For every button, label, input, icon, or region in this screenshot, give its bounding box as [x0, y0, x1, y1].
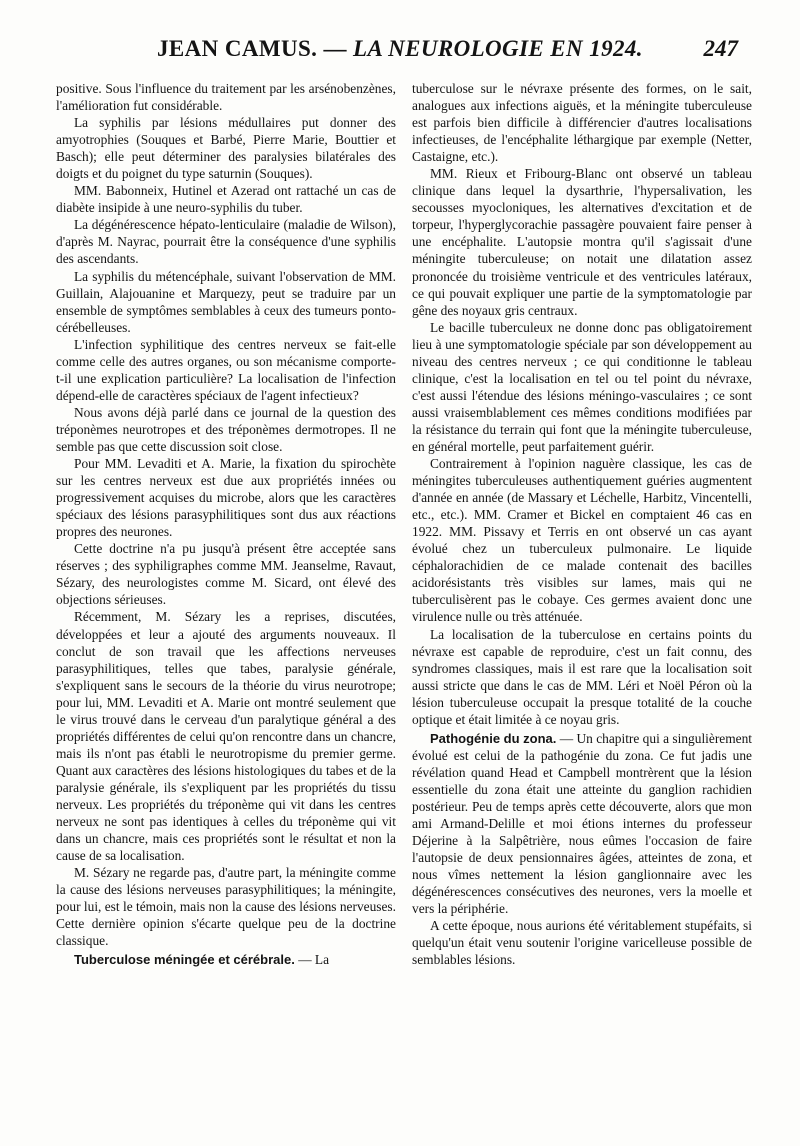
right-column [412, 80, 752, 968]
left-column-paragraph [56, 336, 396, 404]
right-column-paragraph [412, 165, 752, 318]
paragraph-text: Cette doctrine n'a pu jusqu'à présent être acceptée sans réserves ; des syphiligraphes comme MM. Jeanselme, Ravaut, Sézary, des neurologistes comme M. Sicard, ont élevé des objections sérieuses. [56, 541, 396, 608]
left-column-paragraph [56, 455, 396, 540]
paragraph-text: La syphilis par lésions médullaires put donner des amyotrophies (Souques et Barbé, Pierre Marie, Bouttier et Basch); elle peut déterminer des paralysies bilatérales des doigts et du poignet du type saturnin (Souques). [56, 115, 396, 182]
left-column-paragraph [56, 404, 396, 455]
section-heading: Pathogénie du zona. [430, 730, 557, 746]
paragraph-text: positive. Sous l'influence du traitement par les arsénobenzènes, l'amélioration fut considérable. [56, 81, 396, 114]
right-column-paragraph [412, 917, 752, 968]
paragraph-text: Le bacille tuberculeux ne donne donc pas obligatoirement lieu à une symptomatologie spéciale par son développement au niveau des centres nerveux ; ce qui conditionne le tableau clinique, c'est la localisation en tel ou tel point du névraxe, c'est aussi l'étendue des lésions méningo-vasculaires ; ce sont aussi vraisemblablement ces mêmes conditions modifiées par la résistance du terrain qui font que la méningite tuberculeuse, en général mortelle, peut parfaitement guérir. [412, 319, 752, 454]
paragraph-text: — Un chapitre qui a singulièrement évolué est celui de la pathogénie du zona. Ce fut jadis une révélation quand Head et Campbell montrèrent que la lésion essentielle du zona était une atteinte du ganglion rachidien postérieur. Peu de temps après cette découverte, alors que mon ami Armand-Delille et moi étions internes du professeur Déjerine à la Salpêtrière, nous eûmes l'occasion de faire l'autopsie de deux pensionnaires âgées, atteintes de zona, et nous vîmes nettement la lésion ganglionnaire avec les dégénérescences consécutives des neurones, vers la moelle et vers la périphérie. [412, 730, 753, 917]
left-column-paragraph [56, 114, 396, 182]
right-column-paragraph [412, 455, 752, 625]
left-column [56, 80, 396, 968]
running-header [0, 30, 800, 70]
paragraph-text: L'infection syphilitique des centres nerveux se fait-elle comme celle des autres organes, ou son mécanisme comporte-t-il une explication particulière? La localisation de l'infection dépend-elle de caractères spéciaux de l'agent infectieux? [56, 336, 396, 403]
page-number: 247 [703, 36, 738, 61]
paragraph-text: A cette époque, nous aurions été véritablement stupéfaits, si quelqu'un était venu soutenir l'origine varicelleuse possible de semblables lésions. [412, 918, 752, 968]
paragraph-text: M. Sézary ne regarde pas, d'autre part, la méningite comme la cause des lésions nerveuses parasyphilitiques; la méningite, pour lui, est le témoin, mais non la cause des lésions nerveuses. Cette dernière opinion s'écarte quelque peu de la doctrine classique. [56, 865, 396, 949]
left-column-paragraph [56, 182, 396, 216]
paragraph-text: La dégénérescence hépato-lenticulaire (maladie de Wilson), d'après M. Nayrac, pourrait être la conséquence d'une syphilis des ascendants. [56, 217, 396, 267]
paragraph-text: MM. Rieux et Fribourg-Blanc ont observé un tableau clinique dans lequel la dysarthrie, l'hypersalivation, les secousses myocloniques, les alternatives d'excitation et de torpeur, l'hyperglycorachie passagère pouvaient faire penser à une encéphalite. L'autopsie montra qu'il s'agissait d'une méningite tuberculeuse; on notait une dilatation assez prononcée du troisième ventricule et des ventricules latéraux, ce qui pouvait expliquer une partie de la symptomatologie par gêne des noyaux gris centraux. [412, 166, 752, 318]
section-heading: Tuberculose méningée et cérébrale. [74, 952, 295, 968]
right-column-paragraph [412, 730, 752, 918]
paragraph-text: Contrairement à l'opinion naguère classique, les cas de méningites tuberculeuses authentiquement guéries augmentent d'année en année (de Massary et Léchelle, Harbitz, Vincentelli, etc., etc.). MM. Cramer et Bickel en comptaient 46 cas en 1922. MM. Pissavy et Terris en ont observé un cas ayant évolué chez un tuberculeux pulmonaire. Le liquide céphalorachidien de ce malade contenait des bacilles acidorésistants très visibles sur lames, mais qui ne tuberculisèrent pas le cobaye. Ces germes avaient donc une virulence nulle ou très atténuée. [412, 456, 752, 625]
paragraph-text: Récemment, M. Sézary les a reprises, discutées, développées et leur a ajouté des arguments nouveaux. Il conclut de son travail que les affections nerveuses parasyphilitiques, telles que tabes, paralysie générale, s'expliquent sans le secours de la théorie du virus neurotrope; pour lui, MM. Levaditi et A. Marie ont montré seulement que le virus trouvé dans le cerveau d'un paralytique général a des propriétés différentes de celui qu'on rencontre dans un chancre, mais ils n'ont pas établi le neurotropisme du premier germe. Quant aux caractères des lésions histologiques du tabes et de la paralysie générale, ils s'expliquent par les propriétés du tissu nerveux. Les propriétés du tréponème qui vit dans les centres nerveux ne sont pas identiques à celles du tréponème qui vit dans un chancre, mais ces propriétés sont le résultat et non la cause de sa localisation. [56, 609, 396, 864]
paragraph-text: MM. Babonneix, Hutinel et Azerad ont rattaché un cas de diabète insipide à une neuro-syphilis du tuber. [56, 183, 396, 216]
left-column-paragraph [56, 80, 396, 114]
paragraph-text: tuberculose sur le névraxe présente des formes, on le sait, analogues aux infections aiguës, et la méningite tuberculeuse est parfois bien difficile à différencier d'autres localisations infectieuses, de l'encéphalite léthargique par exemple (Netter, Castaigne, etc.). [412, 81, 752, 165]
left-column-paragraph [56, 951, 396, 968]
paragraph-text: La localisation de la tuberculose en certains points du névraxe est capable de reproduire, c'est un fait connu, des syndromes classiques, mais il est rare que la localisation soit aussi stricte que dans le cas de MM. Léri et Noël Péron où la lésion tuberculeuse occupait la presque totalité de la couche optique et était limitée à ce noyau gris. [412, 626, 752, 727]
right-column-paragraph [412, 319, 752, 455]
left-column-paragraph [56, 608, 396, 864]
left-column-paragraph [56, 216, 396, 267]
right-column-paragraph [412, 80, 752, 165]
right-column-paragraph [412, 626, 752, 728]
left-column-paragraph [56, 864, 396, 949]
title-prefix: JEAN CAMUS. — [157, 36, 354, 61]
paragraph-text: Pour MM. Levaditi et A. Marie, la fixation du spirochète sur les centres nerveux est due aux propriétés innées ou progressivement acquises du microbe, alors que les caractères spéciaux des lésions parasyphilitiques sont dus aux réactions propres des neurones. [56, 456, 396, 540]
running-title [0, 36, 800, 62]
paragraph-text: La syphilis du métencéphale, suivant l'observation de MM. Guillain, Alajouanine et Marquezy, peut se traduire par un ensemble de symptômes semblables à ceux des tumeurs ponto-cérébelleuses. [56, 268, 396, 335]
paragraph-text: — La [294, 952, 330, 968]
paragraph-text: Nous avons déjà parlé dans ce journal de la question des tréponèmes neurotropes et des tréponèmes dermotropes. Il ne semble pas que cette discussion soit close. [56, 404, 396, 454]
title-italic: LA NEUROLOGIE EN 1924. [353, 36, 643, 61]
left-column-paragraph [56, 268, 396, 336]
left-column-paragraph [56, 540, 396, 608]
